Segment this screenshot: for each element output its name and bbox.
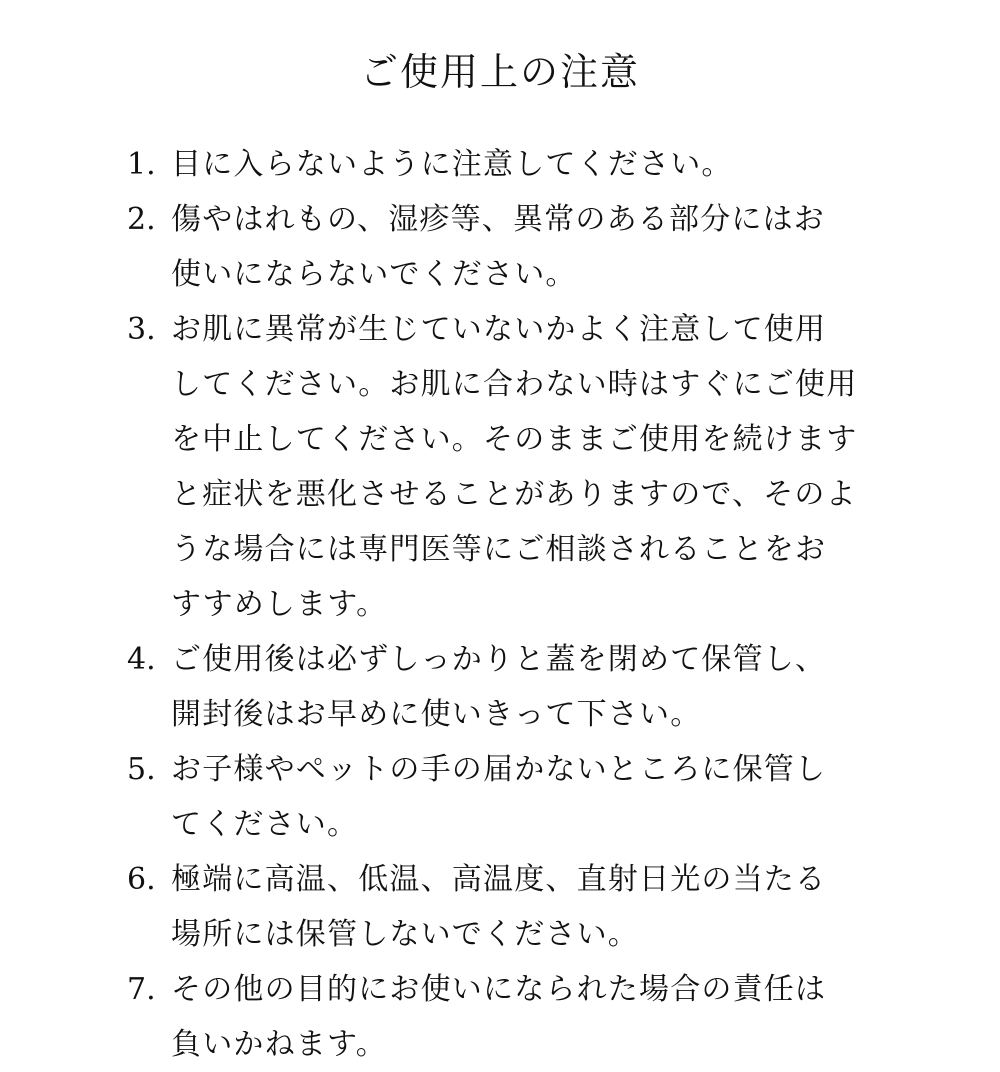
caution-item-5 xyxy=(127,742,887,852)
item-line: お肌に異常が生じていないかよく注意して使用 xyxy=(171,312,827,347)
item-number: 3. xyxy=(127,312,156,347)
item-line: 極端に高温、低温、高温度、直射日光の当たる xyxy=(171,862,827,897)
item-line: 傷やはれもの、湿疹等、異常のある部分にはお xyxy=(171,202,825,237)
item-text xyxy=(171,192,887,302)
item-number: 1. xyxy=(127,147,156,182)
item-text xyxy=(171,742,887,852)
item-number: 7. xyxy=(127,972,156,1007)
item-line: 場所には保管しないでください。 xyxy=(171,917,639,952)
page-title: ご使用上の注意 xyxy=(359,50,640,94)
item-line: してください。お肌に合わない時はすぐにご使用 xyxy=(171,367,858,402)
caution-item-2 xyxy=(127,192,887,302)
item-line: ご使用後は必ずしっかりと蓋を閉めて保管し、 xyxy=(171,642,827,677)
item-line: その他の目的にお使いになられた場合の責任は xyxy=(171,972,827,1007)
item-line: すすめします。 xyxy=(171,587,388,622)
item-number: 6. xyxy=(127,862,156,897)
item-line: を中止してください。そのままご使用を続けます xyxy=(171,422,858,457)
caution-item-6 xyxy=(127,852,887,962)
item-line: 負いかねます。 xyxy=(171,1027,387,1062)
caution-list xyxy=(127,137,887,1072)
item-number: 4. xyxy=(127,642,156,677)
item-line: お子様やペットの手の届かないところに保管し xyxy=(171,752,827,787)
item-line: と症状を悪化させることがありますので、そのよ xyxy=(171,477,857,512)
item-number: 2. xyxy=(127,202,156,237)
item-line: 目に入らないように注意してください。 xyxy=(171,147,733,182)
item-text xyxy=(171,137,887,192)
caution-item-7 xyxy=(127,962,887,1072)
item-text xyxy=(171,962,887,1072)
item-text xyxy=(171,302,887,632)
item-line: うな場合には専門医等にご相談されることをお xyxy=(171,532,827,567)
item-line: 開封後はお早めに使いきって下さい。 xyxy=(171,697,702,732)
item-line: てください。 xyxy=(171,807,359,842)
item-line: 使いにならないでください。 xyxy=(171,257,577,292)
caution-item-3 xyxy=(127,302,887,632)
item-text xyxy=(171,852,887,962)
item-number: 5. xyxy=(127,752,156,787)
item-text xyxy=(171,632,887,742)
caution-item-4 xyxy=(127,632,887,742)
caution-item-1 xyxy=(127,137,887,192)
